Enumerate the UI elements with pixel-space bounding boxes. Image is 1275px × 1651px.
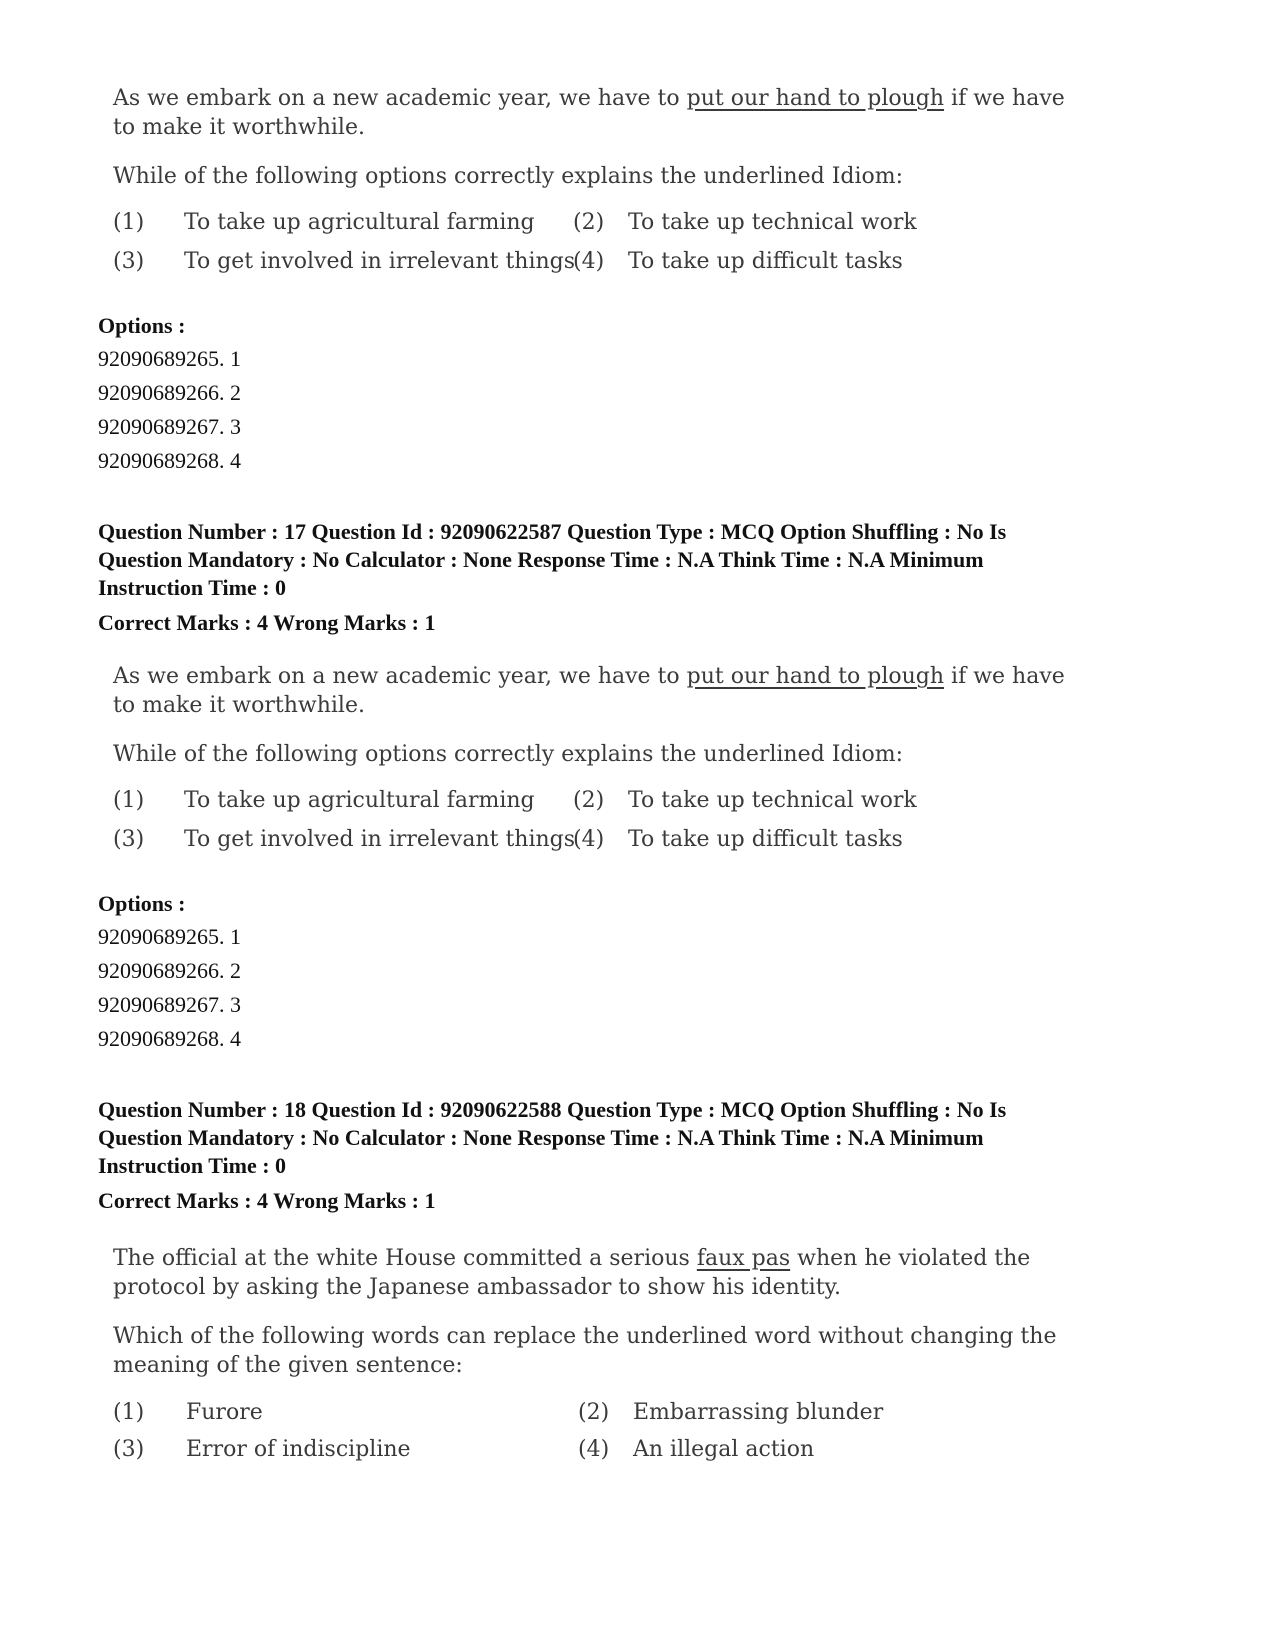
question-prompt-line2: meaning of the given sentence: [113,1353,463,1378]
options-list-2 [98,888,241,1056]
option-item: 92090689266. 2 [98,958,241,983]
question-meta-line: Question Mandatory : No Calculator : None Response Time : N.A Think Time : N.A Minimum [98,547,984,572]
question-meta-line: Instruction Time : 0 [98,575,287,600]
question-prompt: While of the following options correctly explains the underlined Idiom: [113,742,904,767]
question-text: As we embark on a new academic year, we have to put our hand to plough if we have [113,86,1065,111]
question-meta-line: Instruction Time : 0 [98,1153,287,1178]
option-item: 92090689267. 3 [98,414,241,439]
question-text: The official at the white House committed a serious faux pas when he violated the [113,1246,1031,1271]
question-body-2 [113,662,1113,868]
question-body-3 [113,1244,1113,1480]
choice-grid: (1) To take up agricultural farming (2) To take up technical work (3) To get involved in irrelevant things (4) To take up difficult tasks [113,788,917,852]
question-17-meta [98,518,1178,637]
options-header: Options : [98,313,186,338]
option-item: 92090689268. 4 [98,1026,241,1051]
question-text-line2: protocol by asking the Japanese ambassador to show his identity. [113,1275,842,1300]
underlined-idiom: put our hand to plough [686,664,945,689]
question-text: As we embark on a new academic year, we have to put our hand to plough if we have [113,664,1065,689]
question-18-meta [98,1096,1178,1215]
marks-line: Correct Marks : 4 Wrong Marks : 1 [98,1188,436,1213]
option-item: 92090689265. 1 [98,346,241,371]
underlined-idiom: put our hand to plough [686,86,945,111]
option-item: 92090689266. 2 [98,380,241,405]
options-list-1 [98,310,241,478]
option-item: 92090689267. 3 [98,992,241,1017]
underlined-word: faux pas [696,1246,791,1271]
question-prompt: While of the following options correctly explains the underlined Idiom: [113,164,904,189]
marks-line: Correct Marks : 4 Wrong Marks : 1 [98,610,436,635]
question-body-1 [113,84,1113,290]
choice-grid: (1) To take up agricultural farming (2) To take up technical work (3) To get involved in irrelevant things (4) To take up difficult tasks [113,210,917,274]
question-meta-line: Question Number : 17 Question Id : 92090622587 Question Type : MCQ Option Shuffling : No Is [98,519,1007,544]
question-text-line2: to make it worthwhile. [113,115,365,140]
choice-grid: (1) Furore (2) Embarrassing blunder (3) Error of indiscipline (4) An illegal action [113,1400,884,1462]
question-meta-line: Question Mandatory : No Calculator : None Response Time : N.A Think Time : N.A Minimum [98,1125,984,1150]
question-meta-line: Question Number : 18 Question Id : 92090622588 Question Type : MCQ Option Shuffling : No Is [98,1097,1007,1122]
question-prompt: Which of the following words can replace the underlined word without changing the [113,1324,1057,1349]
option-item: 92090689268. 4 [98,448,241,473]
options-header: Options : [98,891,186,916]
question-text-line2: to make it worthwhile. [113,693,365,718]
option-item: 92090689265. 1 [98,924,241,949]
